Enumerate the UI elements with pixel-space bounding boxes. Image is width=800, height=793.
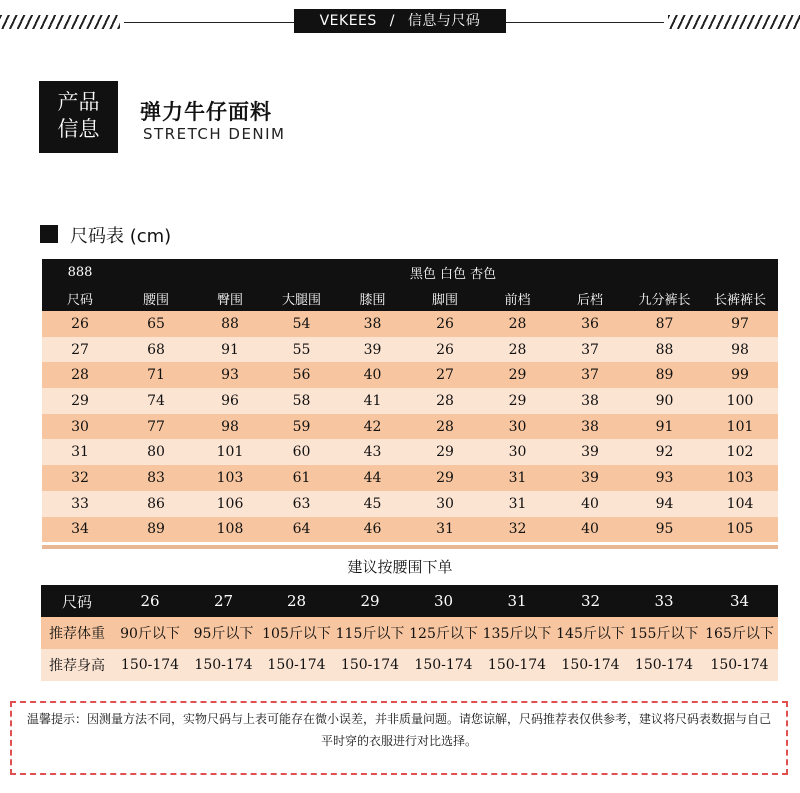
recommend-size-cell: 33 [654, 592, 674, 610]
table-cell: 28 [436, 418, 454, 435]
table-cell: 29 [508, 367, 527, 384]
table-cell: 93 [655, 469, 674, 486]
table-cell: 29 [508, 392, 527, 409]
table-cell: 87 [655, 315, 674, 332]
banner-title [294, 9, 506, 33]
table-cell: 74 [147, 392, 165, 409]
size-column-header: 九分裤长 [638, 292, 691, 308]
table-cell: 96 [221, 392, 239, 409]
recommend-height-cell: 150-174 [561, 657, 620, 673]
recommend-size-cell: 30 [433, 592, 454, 610]
table-cell: 32 [508, 521, 527, 538]
table-cell: 63 [292, 495, 311, 512]
size-table-body [42, 311, 778, 542]
table-cell: 30 [508, 444, 527, 461]
table-cell: 80 [147, 444, 165, 461]
table-cell: 90 [655, 392, 674, 409]
recommend-weight-row [41, 617, 778, 649]
table-cell: 68 [147, 341, 165, 358]
recommend-height-cell: 150-174 [414, 657, 473, 673]
table-cell: 89 [655, 367, 674, 384]
table-cell: 33 [71, 495, 89, 512]
table-cell: 27 [71, 341, 89, 358]
recommend-weight-cell: 90斤以下 [120, 626, 180, 642]
size-table-header-row [42, 285, 778, 311]
banner-hatch-right [668, 15, 800, 29]
table-cell: 105 [726, 521, 754, 538]
recommend-height-row [41, 649, 778, 681]
table-cell: 46 [363, 521, 382, 538]
recommend-height-cell: 150-174 [710, 657, 769, 673]
table-cell: 108 [216, 521, 244, 538]
table-cell: 54 [292, 315, 311, 332]
recommend-height-cell: 150-174 [487, 657, 547, 673]
recommend-weight-cell: 165斤以下 [705, 626, 774, 642]
table-cell: 45 [363, 495, 382, 512]
table-cell: 31 [436, 521, 454, 538]
table-cell: 95 [655, 521, 674, 538]
table-cell: 91 [655, 418, 674, 435]
table-cell: 65 [147, 315, 165, 332]
size-column-header: 长裤裤长 [714, 292, 767, 308]
recommend-weight-cell: 145斤以下 [556, 626, 625, 642]
table-cell: 89 [147, 521, 165, 538]
recommend-height-cell: 150-174 [194, 657, 253, 673]
table-cell: 71 [147, 367, 165, 384]
table-row [42, 362, 778, 388]
table-row [42, 517, 778, 543]
recommend-size-cell: 32 [580, 592, 601, 610]
table-cell: 32 [71, 469, 89, 486]
table-row [42, 439, 778, 465]
table-cell: 59 [292, 418, 311, 435]
table-cell: 91 [221, 341, 239, 358]
recommend-size-cell: 28 [286, 592, 307, 610]
table-cell: 103 [216, 469, 244, 486]
notice-line-1: 温馨提示：因测量方法不同，实物尺码与上表可能存在微小误差，并非质量问题。请您谅解，尺码推荐表仅供参考，建议将尺码表数据与自己 [26, 712, 771, 726]
table-cell: 64 [292, 521, 311, 538]
table-cell: 101 [726, 418, 754, 435]
recommend-size-cell: 34 [729, 592, 750, 610]
recommend-height-cell: 150-174 [340, 657, 400, 673]
table-cell: 38 [581, 418, 599, 435]
table-cell: 92 [655, 444, 674, 461]
recommend-weight-cell: 105斤以下 [262, 626, 331, 642]
table-cell: 55 [292, 341, 311, 358]
table-cell: 98 [221, 418, 239, 435]
table-cell: 30 [71, 418, 89, 435]
recommend-height-cell: 150-174 [267, 657, 326, 673]
table-cell: 86 [147, 495, 165, 512]
table-cell: 28 [436, 392, 454, 409]
recommend-size-cell: 27 [213, 592, 234, 610]
banner-line-right [506, 22, 664, 23]
recommend-weight-cell: 95斤以下 [193, 626, 254, 642]
notice-line-2: 平时穿的衣服进行对比选择。 [320, 734, 477, 748]
table-row [42, 414, 778, 440]
table-cell: 29 [71, 392, 89, 409]
table-cell: 29 [436, 469, 454, 486]
product-info-label-line2: 信息 [57, 117, 100, 141]
table-cell: 100 [726, 392, 754, 409]
size-column-header: 腰围 [142, 292, 169, 308]
table-cell: 93 [221, 367, 239, 384]
color-options: 黑色 白色 杏色 [409, 266, 497, 282]
size-table [42, 259, 778, 542]
table-cell: 29 [436, 444, 454, 461]
size-table-bottom-edge [42, 545, 778, 549]
table-cell: 44 [363, 469, 382, 486]
table-cell: 40 [581, 495, 599, 512]
table-cell: 28 [71, 367, 89, 384]
banner-separator: / [389, 13, 395, 29]
table-cell: 94 [655, 495, 674, 512]
table-cell: 58 [292, 392, 311, 409]
table-cell: 28 [508, 341, 527, 358]
recommend-table [41, 585, 778, 681]
table-cell: 31 [508, 469, 527, 486]
recommend-weight-label: 推荐体重 [49, 626, 105, 642]
size-column-header: 大腿围 [281, 292, 321, 308]
banner-line-left [124, 22, 294, 23]
table-cell: 28 [508, 315, 527, 332]
table-cell: 40 [581, 521, 599, 538]
table-cell: 40 [363, 367, 382, 384]
table-row [42, 311, 778, 337]
table-cell: 60 [292, 444, 311, 461]
table-cell: 36 [581, 315, 599, 332]
size-column-header: 尺码 [66, 292, 93, 308]
table-cell: 41 [363, 392, 382, 409]
recommend-size-row [41, 585, 778, 617]
banner-hatch-left [0, 15, 120, 29]
recommend-height-cell: 150-174 [120, 657, 180, 673]
table-cell: 88 [221, 315, 239, 332]
table-row [42, 465, 778, 491]
table-cell: 31 [71, 444, 89, 461]
size-column-header: 臀围 [216, 292, 243, 308]
table-cell: 61 [292, 469, 311, 486]
table-cell: 27 [436, 367, 454, 384]
recommend-weight-cell: 135斤以下 [482, 626, 552, 642]
recommend-size-label: 尺码 [61, 592, 92, 611]
fabric-subtitle: STRETCH DENIM [143, 125, 286, 143]
size-table-title-row [42, 259, 778, 285]
table-cell: 103 [726, 469, 754, 486]
table-cell: 26 [436, 315, 454, 332]
size-column-header: 前档 [504, 292, 531, 308]
order-suggestion: 建议按腰围下单 [347, 558, 453, 576]
recommend-height-cell: 150-174 [634, 657, 694, 673]
table-cell: 106 [216, 495, 244, 512]
table-cell: 34 [71, 521, 89, 538]
table-cell: 30 [508, 418, 527, 435]
table-cell: 39 [581, 469, 599, 486]
table-row [42, 337, 778, 363]
table-cell: 43 [363, 444, 382, 461]
table-cell: 88 [655, 341, 674, 358]
table-cell: 26 [436, 341, 454, 358]
recommend-weight-cell: 115斤以下 [335, 626, 405, 642]
recommend-weight-cell: 125斤以下 [409, 626, 478, 642]
table-cell: 102 [726, 444, 754, 461]
table-cell: 38 [581, 392, 599, 409]
size-column-header: 脚围 [431, 292, 458, 308]
size-chart-heading: 尺码表 (cm) [70, 226, 172, 247]
model-number: 888 [67, 264, 93, 280]
table-cell: 31 [508, 495, 527, 512]
table-cell: 99 [731, 367, 749, 384]
table-cell: 77 [147, 418, 165, 435]
table-cell: 56 [292, 367, 311, 384]
table-cell: 30 [436, 495, 454, 512]
recommend-size-cell: 31 [507, 592, 527, 610]
table-cell: 83 [147, 469, 165, 486]
table-cell: 39 [581, 444, 599, 461]
size-column-header: 膝围 [359, 292, 386, 308]
table-cell: 101 [216, 444, 244, 461]
table-cell: 38 [363, 315, 382, 332]
notice-box [10, 701, 788, 775]
table-cell: 37 [581, 367, 599, 384]
recommend-height-label: 推荐身高 [49, 658, 105, 674]
table-cell: 97 [731, 315, 749, 332]
table-cell: 42 [363, 418, 382, 435]
recommend-size-cell: 26 [140, 592, 160, 610]
table-cell: 104 [726, 495, 754, 512]
product-info-label-line1: 产品 [57, 90, 100, 114]
banner-heading: 信息与尺码 [407, 13, 481, 29]
table-cell: 39 [363, 341, 382, 358]
table-row [42, 491, 778, 517]
size-column-header: 后档 [576, 292, 603, 308]
fabric-title: 弹力牛仔面料 [140, 100, 272, 124]
section-square-icon [40, 225, 58, 243]
table-row [42, 388, 778, 414]
table-cell: 26 [71, 315, 89, 332]
banner-brand: VEKEES [319, 13, 377, 29]
recommend-size-cell: 29 [360, 592, 380, 610]
table-cell: 98 [731, 341, 749, 358]
table-cell: 37 [581, 341, 599, 358]
product-info-label [39, 81, 118, 153]
recommend-weight-cell: 155斤以下 [629, 626, 699, 642]
